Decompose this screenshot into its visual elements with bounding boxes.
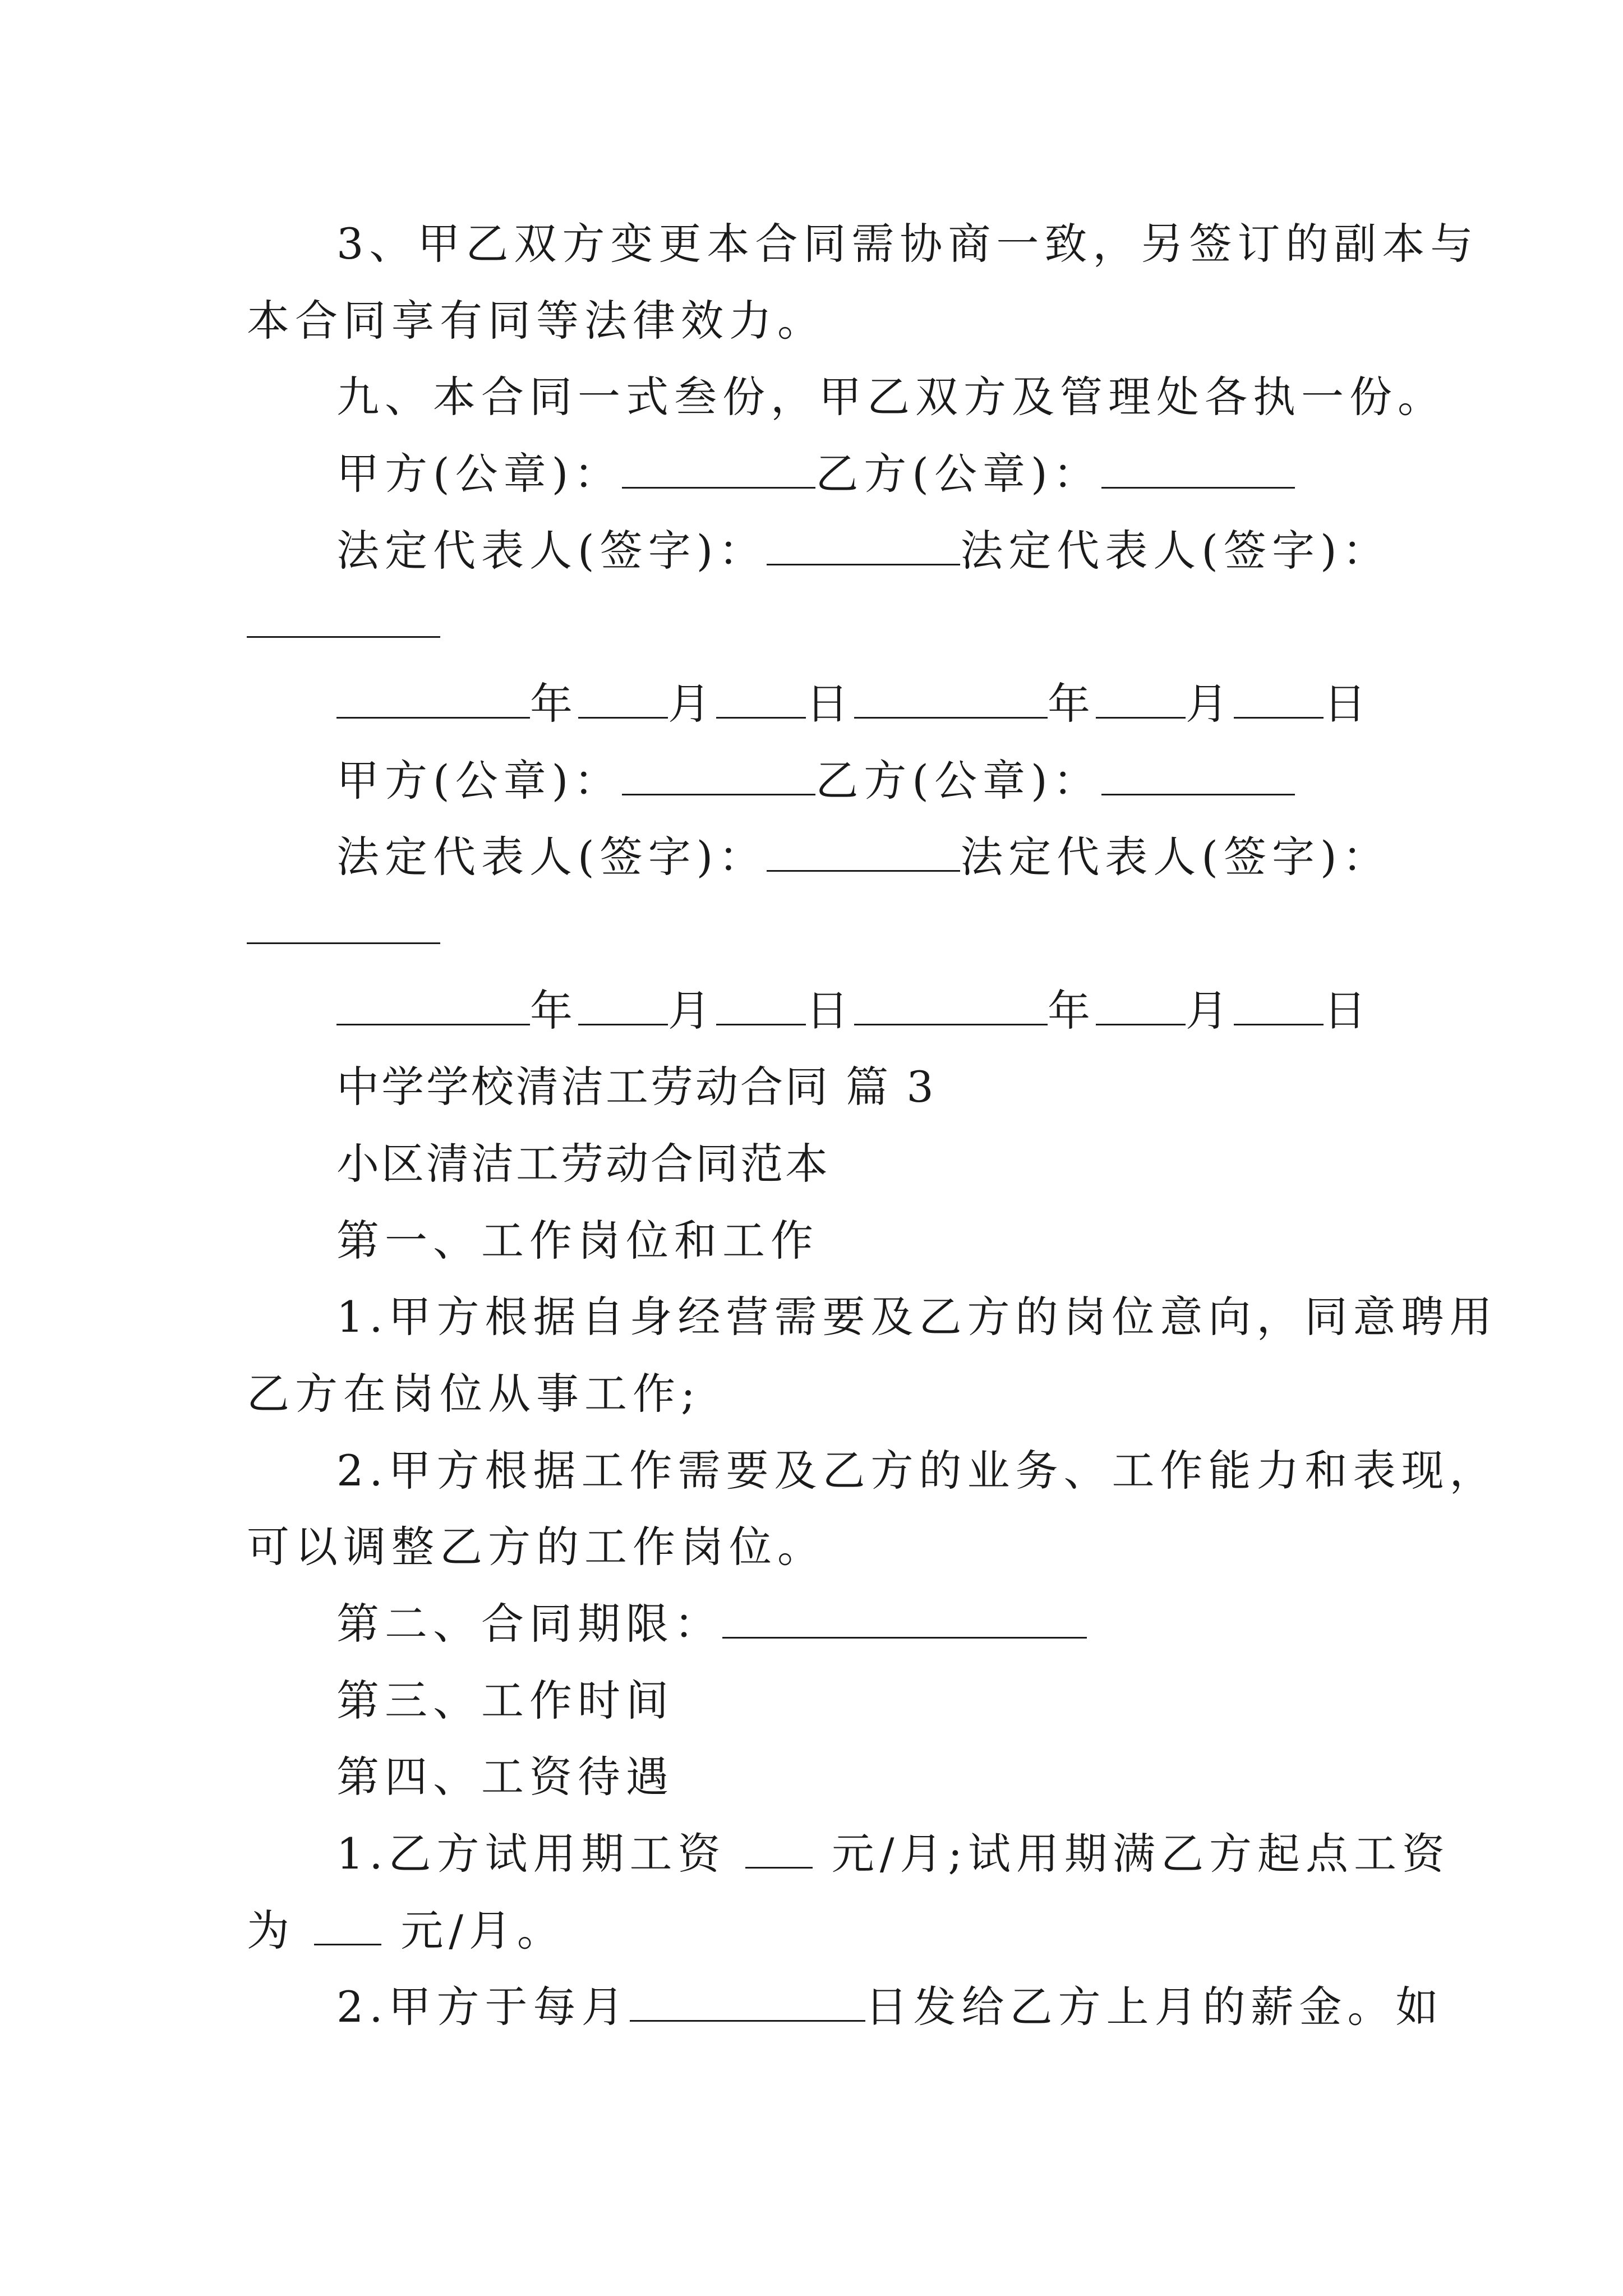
year-blank [854, 682, 1048, 719]
clause-8-3-line2: 本合同享有同等法律效力。 [247, 296, 826, 346]
day-label: 日 [806, 679, 854, 729]
legal-rep-a-blank [767, 835, 960, 872]
wage-unit-label: 元/月。 [381, 1906, 565, 1955]
party-a-seal-label: 甲方(公章)： [336, 756, 623, 806]
article-1-title: 第一、工作岗位和工作 [336, 1216, 819, 1266]
article-1-item-2-line2: 可以调整乙方的工作岗位。 [247, 1522, 826, 1572]
date-line-1 [336, 676, 1372, 732]
payday-blank [630, 1985, 865, 2022]
article-2-title: 第二、合同期限： [336, 1599, 722, 1649]
seal-line-2 [336, 753, 1295, 809]
legal-rep-a-label: 法定代表人(签字)： [336, 526, 767, 576]
year-blank [336, 682, 530, 719]
party-b-seal-label: 乙方(公章)： [815, 756, 1101, 806]
day-blank [716, 682, 806, 719]
article-1-item-2-line1: 2.甲方根据工作需要及乙方的业务、工作能力和表现， [336, 1446, 1498, 1496]
party-a-seal-blank [622, 759, 815, 795]
article-1-item-1-line2: 乙方在岗位从事工作; [247, 1369, 701, 1419]
year-blank [854, 989, 1048, 1025]
year-label: 年 [530, 986, 578, 1036]
legal-rep-a-blank [767, 529, 960, 565]
legal-rep-b-label: 法定代表人(签字)： [960, 526, 1391, 576]
day-blank [1234, 682, 1324, 719]
party-b-seal-blank [1101, 759, 1295, 795]
article-4-item-1-line2 [247, 1903, 565, 1959]
day-blank [1234, 989, 1324, 1025]
month-label: 月 [668, 986, 716, 1036]
year-label: 年 [530, 679, 578, 729]
legal-rep-b-blank [247, 636, 440, 638]
party-a-seal-label: 甲方(公章)： [336, 449, 623, 499]
contract-term-blank [722, 1602, 1087, 1639]
payday-label: 2.甲方于每月 [336, 1982, 630, 2032]
party-b-seal-blank [1101, 452, 1295, 489]
clause-8-3-line1: 3、甲乙双方变更本合同需协商一致，另签订的副本与 [336, 219, 1479, 269]
article-3-title: 第三、工作时间 [336, 1676, 674, 1726]
day-label: 日 [806, 986, 854, 1036]
probation-wage-label: 1.乙方试用期工资 [336, 1829, 745, 1879]
wage-prefix-label: 为 [247, 1906, 315, 1955]
section-title: 中学学校清洁工劳动合同 篇 3 [336, 1062, 936, 1112]
contract-title: 小区清洁工劳动合同范本 [336, 1139, 830, 1189]
starting-wage-label: 元/月;试用期满乙方起点工资 [812, 1829, 1451, 1879]
legal-rep-line-2 [336, 829, 1391, 885]
article-4-title: 第四、工资待遇 [336, 1752, 674, 1802]
party-b-seal-label: 乙方(公章)： [815, 449, 1101, 499]
article-2-line [336, 1596, 1087, 1652]
probation-wage-blank [745, 1832, 813, 1869]
year-label: 年 [1048, 986, 1096, 1036]
article-4-item-2-line1 [336, 1979, 1444, 2035]
date-line-2 [336, 983, 1372, 1039]
year-blank [336, 989, 530, 1025]
clause-9: 九、本合同一式叁份，甲乙双方及管理处各执一份。 [336, 372, 1446, 422]
month-label: 月 [668, 679, 716, 729]
legal-rep-b-label: 法定代表人(签字)： [960, 832, 1391, 882]
day-blank [716, 989, 806, 1025]
day-label: 日 [1324, 986, 1372, 1036]
month-blank [1096, 989, 1186, 1025]
month-label: 月 [1186, 679, 1234, 729]
legal-rep-b-blank [247, 942, 440, 944]
year-label: 年 [1048, 679, 1096, 729]
article-4-item-1-line1 [336, 1826, 1450, 1882]
article-1-item-1-line1: 1.甲方根据自身经营需要及乙方的岗位意向，同意聘用 [336, 1292, 1498, 1342]
payday-suffix: 日发给乙方上月的薪金。如 [865, 1982, 1444, 2032]
month-blank [578, 682, 668, 719]
month-blank [578, 989, 668, 1025]
starting-wage-blank [314, 1909, 381, 1945]
seal-line-1 [336, 446, 1295, 502]
legal-rep-a-label: 法定代表人(签字)： [336, 832, 767, 882]
month-label: 月 [1186, 986, 1234, 1036]
party-a-seal-blank [622, 452, 815, 489]
day-label: 日 [1324, 679, 1372, 729]
legal-rep-line-1 [336, 523, 1391, 579]
month-blank [1096, 682, 1186, 719]
